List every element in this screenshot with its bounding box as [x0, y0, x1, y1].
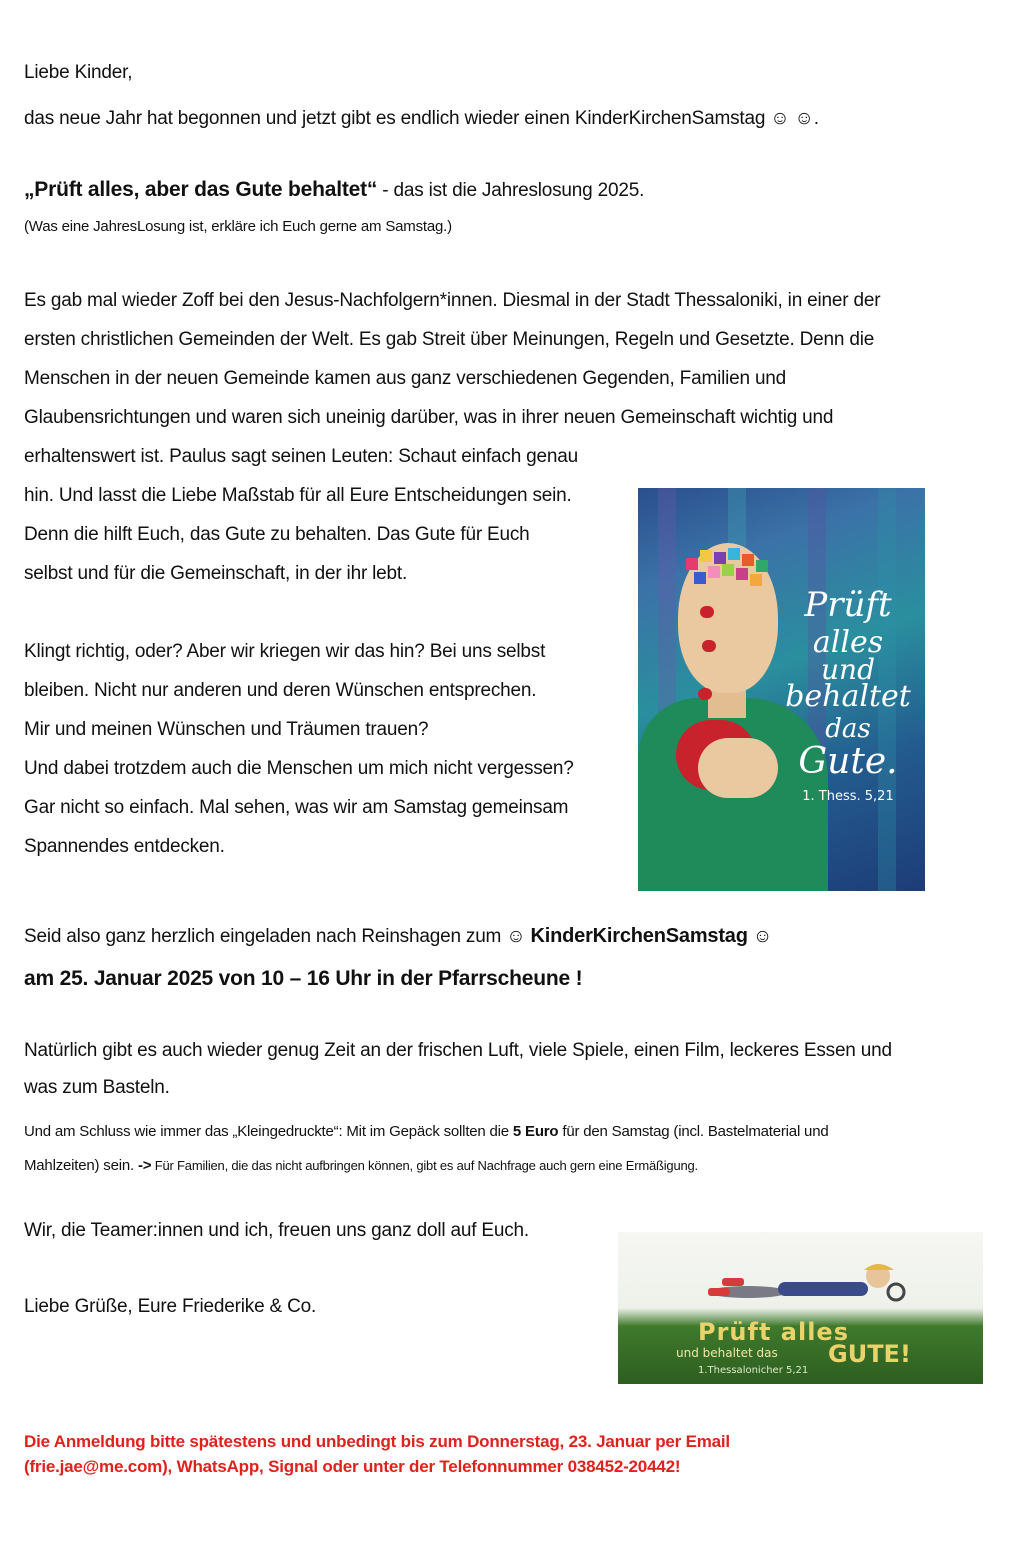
boy-with-magnifier-illustration [688, 1262, 908, 1302]
poster-line: Prüft [804, 585, 892, 625]
discount-note: Für Familien, die das nicht aufbringen können, gibt es auf Nachfrage auch gern eine Ermäßigung. [151, 1158, 698, 1173]
activities-line: Natürlich gibt es auch wieder genug Zeit an der frischen Luft, viele Spiele, einen Film, leckeres Essen und [24, 1040, 892, 1061]
hand-shape [698, 738, 778, 798]
fineprint-line [24, 1123, 828, 1140]
story-line: hin. Und lasst die Liebe Maßstab für all Eure Entscheidungen sein. [24, 485, 572, 506]
question-line: Gar nicht so einfach. Mal sehen, was wir am Samstag gemeinsam [24, 797, 569, 818]
story-line: Denn die hilft Euch, das Gute zu behalten. Das Gute für Euch [24, 524, 530, 545]
signoff: Liebe Grüße, Eure Friederike & Co. [24, 1296, 317, 1317]
jahreslosung-poster [638, 488, 925, 891]
invite-line [24, 925, 772, 948]
poster-line: alles [812, 625, 884, 660]
question-line: Mir und meinen Wünschen und Träumen trauen? [24, 719, 429, 740]
motto-rest: - das ist die Jahreslosung 2025. [377, 180, 645, 201]
poster-line: und [821, 653, 875, 686]
motto-line [24, 178, 644, 202]
banner-title: Prüft alles [698, 1318, 849, 1346]
question-line: bleiben. Nicht nur anderen und deren Wünschen entsprechen. [24, 680, 537, 701]
event-date: am 25. Januar 2025 von 10 – 16 Uhr in der Pfarrscheune ! [24, 967, 583, 990]
banner-gute: GUTE! [828, 1340, 911, 1368]
banner-reference: 1.Thessalonicher 5,21 [698, 1365, 809, 1376]
fee-amount: 5 Euro [512, 1123, 559, 1140]
registration-line: (frie.jae@me.com), WhatsApp, Signal oder unter der Telefonnummer 038452-20442! [24, 1457, 681, 1476]
invite-text: Seid also ganz herzlich eingeladen nach Reinshagen zum ☺ [24, 926, 531, 947]
question-line: Klingt richtig, oder? Aber wir kriegen wir das hin? Bei uns selbst [24, 641, 546, 662]
intro-text: das neue Jahr hat begonnen und jetzt gibt es endlich wieder einen KinderKirchenSamstag ☺ ☺. [24, 108, 819, 129]
activities-line: was zum Basteln. [24, 1077, 170, 1098]
story-line: Menschen in der neuen Gemeinde kamen aus ganz verschiedenen Gegenden, Familien und [24, 368, 787, 389]
motto-quote: „Prüft alles, aber das Gute behaltet“ [24, 178, 378, 201]
poster-line: Gute. [798, 741, 898, 782]
story-line: Es gab mal wieder Zoff bei den Jesus-Nachfolgern*innen. Diesmal in der Stadt Thessaloniki, in einer der [24, 290, 881, 311]
story-line: erhaltenswert ist. Paulus sagt seinen Leuten: Schaut einfach genau [24, 446, 579, 467]
pruefet-alles-banner [618, 1232, 983, 1384]
arrow-glyph: -> [137, 1157, 152, 1174]
fineprint-part2: für den Samstag (incl. Bastelmaterial und [558, 1123, 829, 1140]
poster-line: behaltet [785, 679, 911, 714]
banner-subtitle: und behaltet das [676, 1346, 778, 1360]
greeting: Liebe Kinder, [24, 62, 133, 83]
question-line: Und dabei trotzdem auch die Menschen um mich nicht vergessen? [24, 758, 574, 779]
motto-note: (Was eine JahresLosung ist, erkläre ich Euch gerne am Samstag.) [24, 218, 452, 235]
fineprint-line [24, 1157, 698, 1174]
team-line: Wir, die Teamer:innen und ich, freuen uns ganz doll auf Euch. [24, 1220, 529, 1241]
poster-line: das [825, 714, 871, 744]
invite-smiley: ☺ [747, 926, 773, 947]
story-line: ersten christlichen Gemeinden der Welt. Es gab Streit über Meinungen, Regeln und Gesetzte. Denn die [24, 329, 875, 350]
story-line: selbst und für die Gemeinschaft, in der ihr lebt. [24, 563, 408, 584]
event-name: KinderKirchenSamstag [530, 925, 748, 947]
question-line: Spannendes entdecken. [24, 836, 225, 857]
fineprint-line2a: Mahlzeiten) sein. [24, 1157, 138, 1174]
fineprint-part1: Und am Schluss wie immer das „Kleingedruckte“: Mit im Gepäck sollten die [24, 1123, 513, 1140]
poster-reference: 1. Thess. 5,21 [802, 789, 894, 804]
registration-line: Die Anmeldung bitte spätestens und unbedingt bis zum Donnerstag, 23. Januar per Email [24, 1432, 730, 1451]
story-line: Glaubensrichtungen und waren sich uneinig darüber, was in ihrer neuen Gemeinschaft wichtig und [24, 407, 834, 428]
